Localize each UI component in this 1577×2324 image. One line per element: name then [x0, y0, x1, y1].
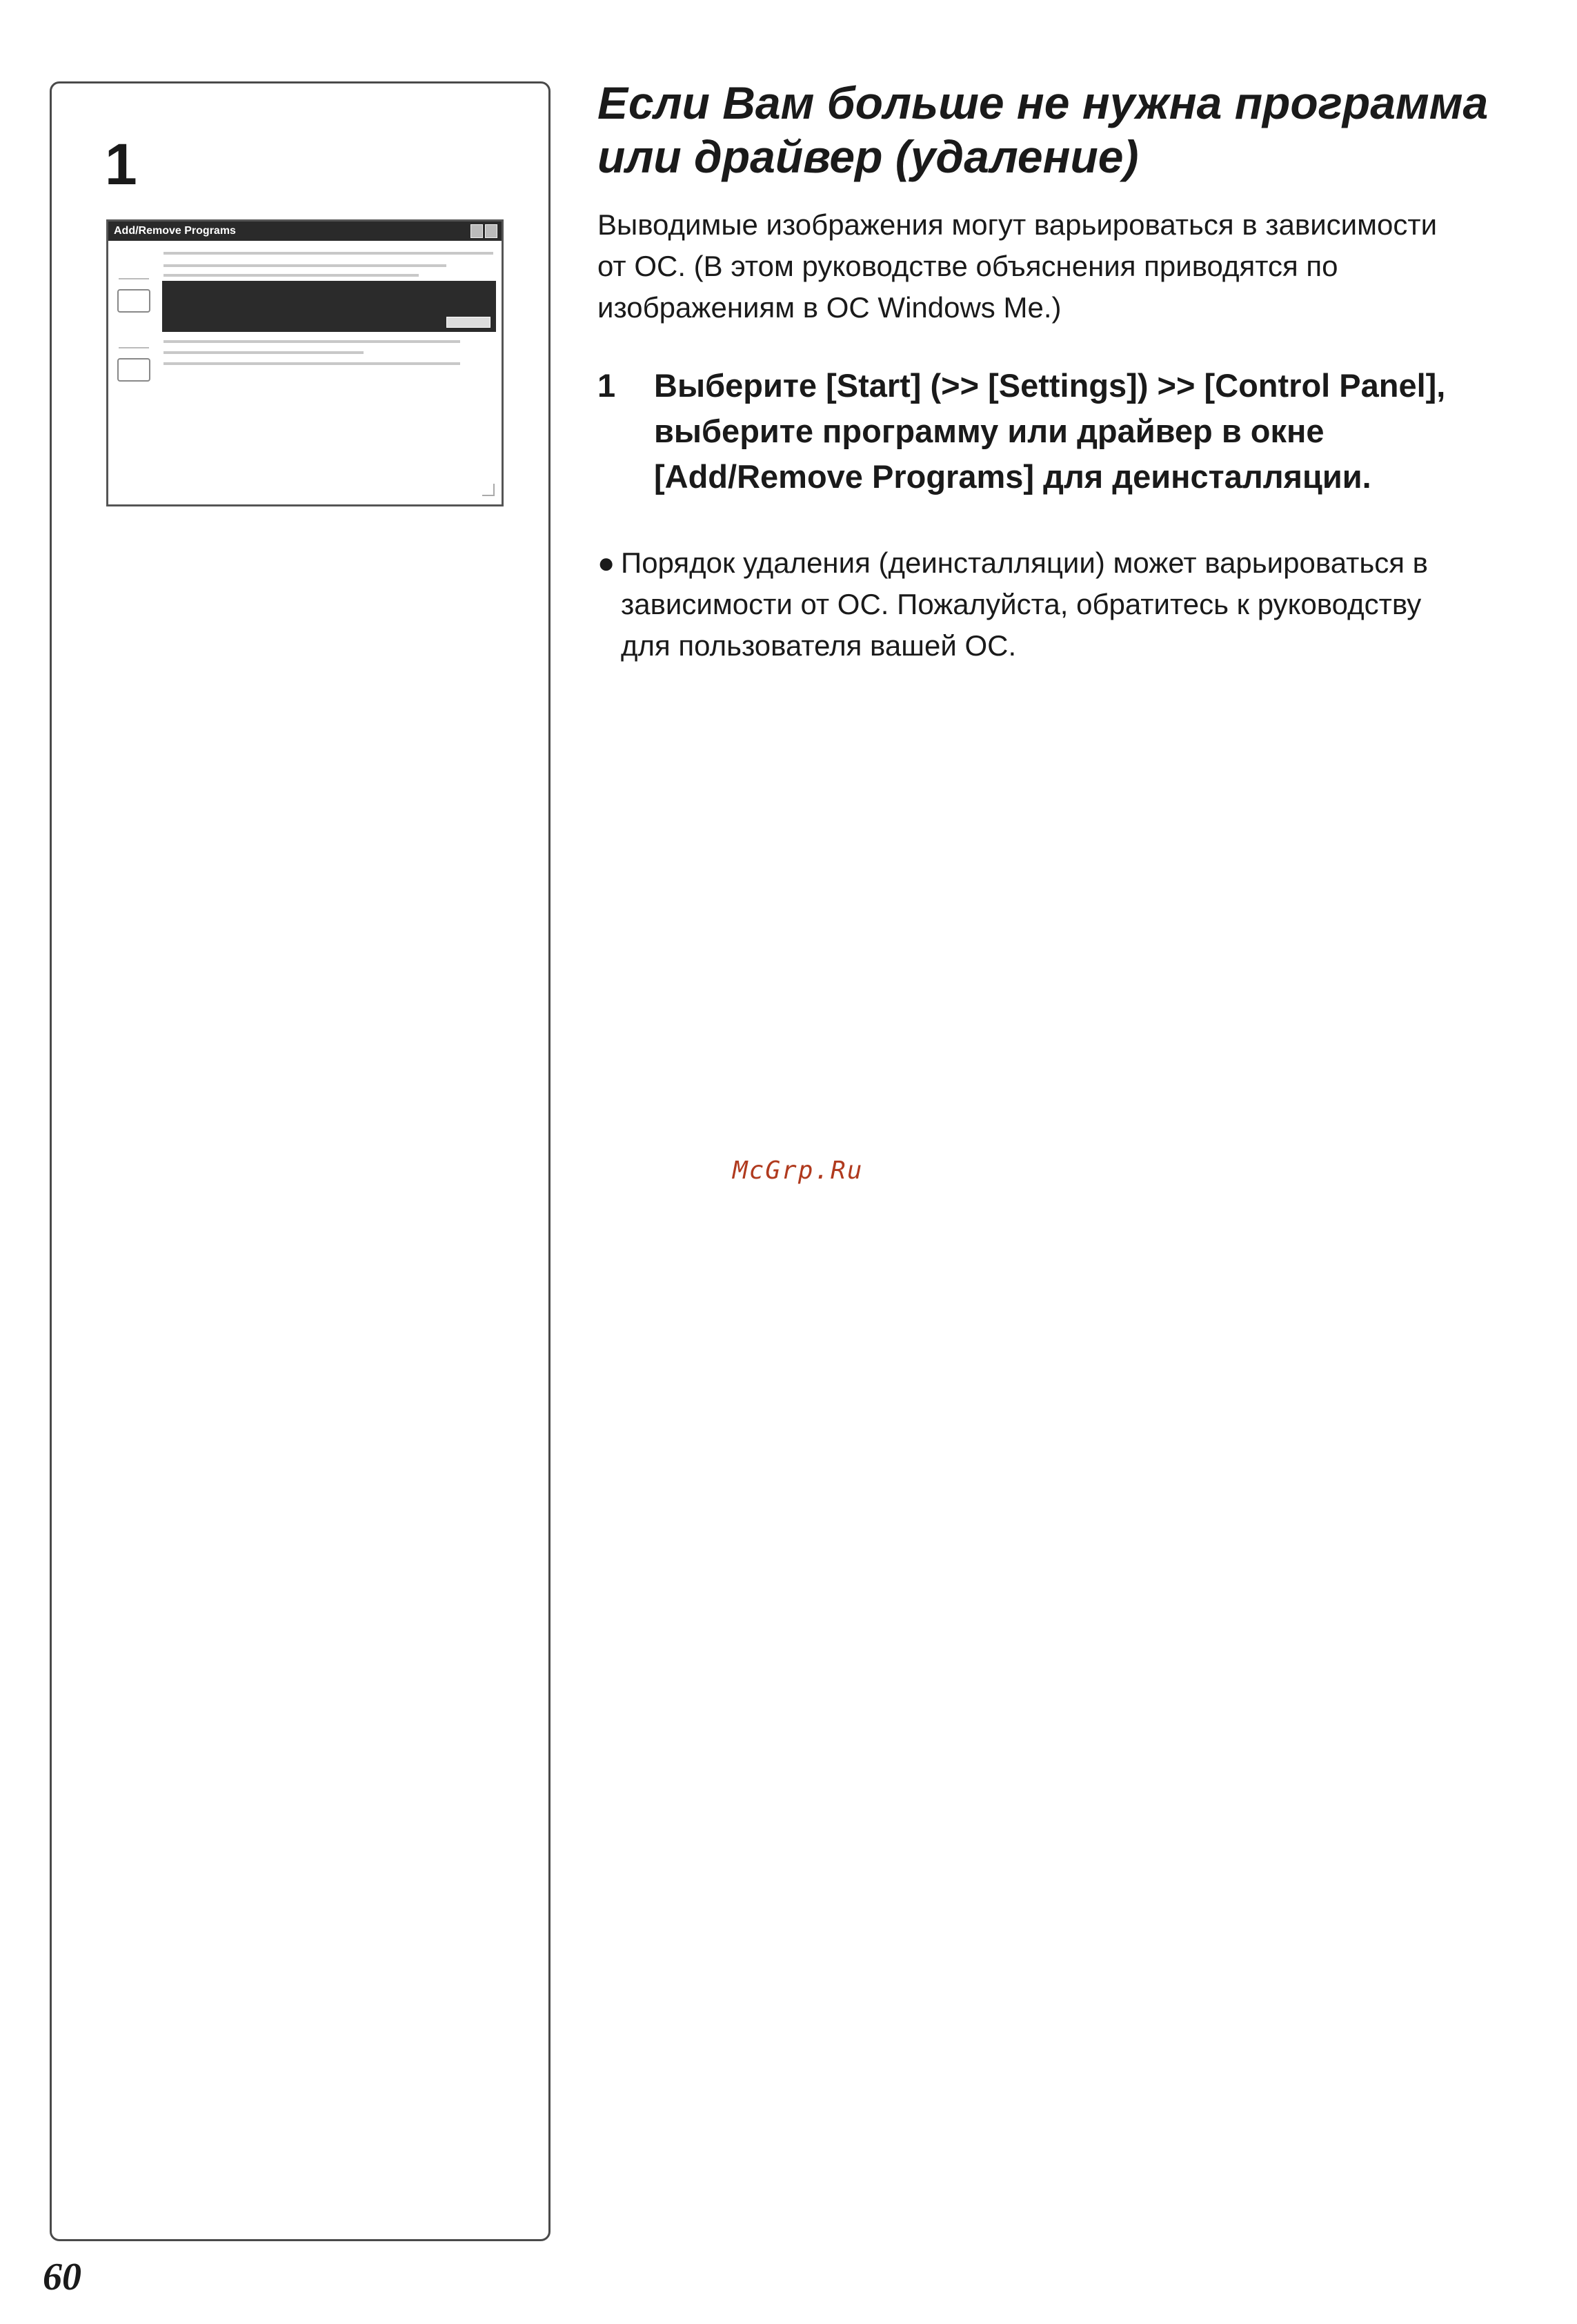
intro-paragraph: [597, 204, 1563, 328]
step-line: выберите программу или драйвер в окне: [654, 413, 1325, 449]
change-remove-programs-icon: [119, 253, 149, 279]
window-controls: [470, 224, 497, 238]
intro-line: Выводимые изображения могут варьироваться в зависимости: [597, 208, 1438, 241]
intro-line: изображениям в ОС Windows Me.): [597, 291, 1062, 324]
note-line: Порядок удаления (деинсталляции) может варьироваться в: [621, 546, 1428, 579]
step-line: [Add/Remove Programs] для деинсталляции.: [654, 458, 1371, 495]
thumbnail-change-remove-button: [446, 317, 490, 328]
thumbnail-row: [163, 274, 419, 277]
page-number: 60: [43, 2256, 81, 2298]
add-remove-programs-screenshot: [106, 219, 504, 506]
note-line: для пользователя вашей ОС.: [621, 629, 1017, 662]
bullet-icon: ●: [597, 546, 615, 579]
thumbnail-row: [163, 252, 493, 255]
thumbnail-row: [163, 362, 460, 365]
thumbnail-left-pane: [112, 246, 155, 500]
thumbnail-row: [163, 351, 364, 354]
title-line: или драйвер (удаление): [597, 131, 1139, 182]
step-number: 1: [597, 367, 616, 404]
title-line: Если Вам больше не нужна программа: [597, 77, 1489, 128]
thumbnail-row: [163, 340, 460, 343]
step-line: Выберите [Start] (>> [Settings]) >> [Control Panel],: [654, 367, 1446, 404]
thumbnail-titlebar: [108, 221, 502, 241]
close-icon: [485, 224, 497, 238]
add-new-programs-icon: [117, 289, 150, 313]
intro-line: от ОС. (В этом руководстве объяснения приводятся по: [597, 250, 1338, 282]
watermark: McGrp.Ru: [733, 1156, 864, 1185]
set-program-access-icon: [117, 358, 150, 382]
thumbnail-resize-grip: [482, 484, 495, 496]
sidebar-step-number: 1: [105, 132, 137, 197]
page-title: [597, 76, 1563, 184]
add-remove-windows-components-icon: [119, 322, 149, 348]
thumbnail-window-title: Add/Remove Programs: [114, 225, 236, 237]
thumbnail-row: [163, 264, 446, 267]
thumbnail-selected-program: [162, 281, 496, 332]
note-line: зависимости от ОС. Пожалуйста, обратитесь к руководству: [621, 588, 1422, 620]
help-icon: [470, 224, 483, 238]
